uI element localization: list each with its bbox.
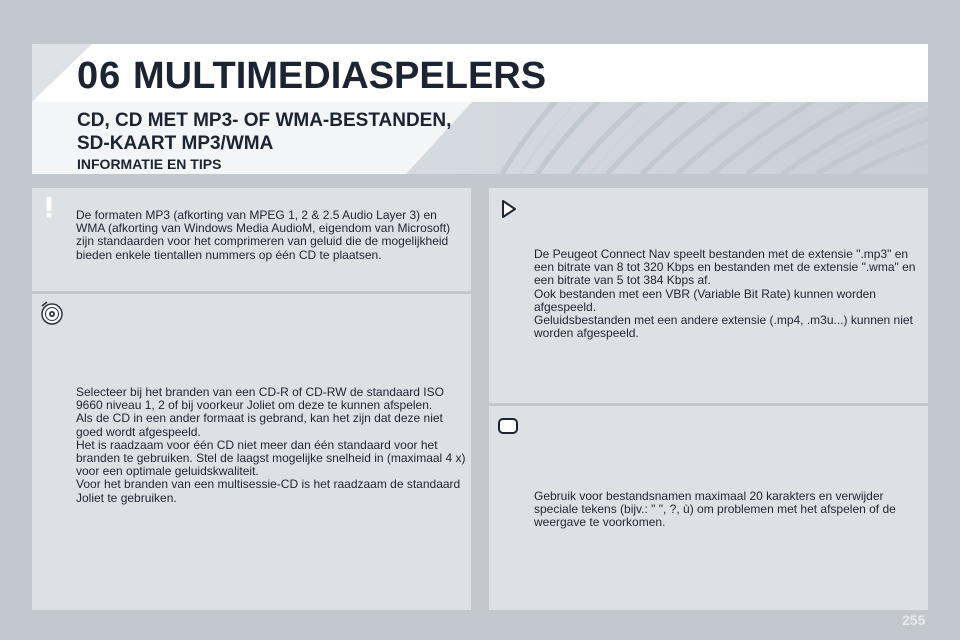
paragraph: Gebruik voor bestandsnamen maximaal 20 karakters en verwijder speciale tekens (bijv.: " ", ?, ù) om problemen met het afspelen of de weergave te voorkomen. [534, 489, 896, 530]
paragraph: Selecteer bij het branden van een CD-R of CD-RW de standaard ISO 9660 niveau 1, 2 of bij voorkeur Joliet om deze te kunnen afspelen. [76, 385, 444, 413]
note-icon [495, 414, 521, 443]
paragraph: Ook bestanden met een VBR (Variable Bit Rate) kunnen worden afgespeeld. [534, 286, 876, 314]
file-formats-text [534, 248, 919, 340]
section-title-line2: SD-KAART MP3/WMA [77, 133, 274, 154]
warning-text [76, 209, 466, 262]
cd-burning-text [76, 386, 466, 505]
section-subheading: INFORMATIE EN TIPS [77, 156, 222, 172]
chapter-title: MULTIMEDIASPELERS [133, 55, 547, 97]
paragraph: Het is raadzaam voor één CD niet meer dan één standaard voor het branden te gebruiken. Stel de laagst mogelijke snelheid in (maximaal 4 x) voor een optimale geluidskwaliteit. [76, 437, 466, 479]
chapter-number: 06 [77, 55, 122, 97]
exclamation-icon [38, 195, 60, 224]
page-number: 255 [902, 612, 926, 628]
paragraph: Geluidsbestanden met een andere extensie (.mp4, .m3u...) kunnen niet worden afgespeeld. [534, 313, 913, 341]
play-icon [495, 196, 521, 227]
paragraph: De formaten MP3 (afkorting van MPEG 1, 2 & 2.5 Audio Layer 3) en WMA (afkorting van Windows Media AudioM, eigendom van Microsoft) zijn standaarden voor het comprimeren van geluid die de mogelijkheid bieden enkele tientallen nummers op één CD te plaatsen. [76, 208, 451, 262]
cd-icon [38, 300, 64, 331]
paragraph: Voor het branden van een multisessie-CD is het raadzaam de standaard Joliet te gebruiken. [76, 477, 461, 505]
paragraph: De Peugeot Connect Nav speelt bestanden met de extensie ".mp3" en een bitrate van 8 tot 320 Kbps en bestanden met de extensie ".wma" en een bitrate van 5 tot 384 Kbps af. [534, 247, 916, 288]
paragraph: Als de CD in een ander formaat is gebrand, kan het zijn dat deze niet goed wordt afgespeeld. [76, 411, 443, 439]
section-title-line1: CD, CD MET MP3- OF WMA-BESTANDEN, [77, 110, 452, 131]
file-names-text [534, 490, 919, 530]
